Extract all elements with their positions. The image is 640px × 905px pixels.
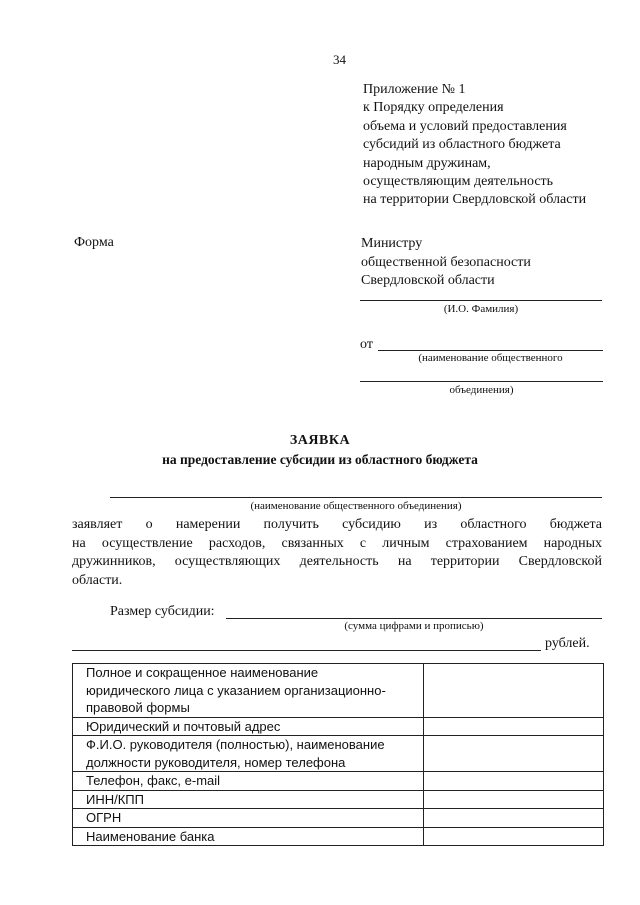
row-value-cell[interactable]	[424, 790, 604, 809]
row-label-line: юридического лица с указанием организационно-	[86, 682, 386, 698]
document-subtitle: на предоставление субсидии из областного бюджета	[162, 452, 478, 467]
row-value-cell[interactable]	[424, 772, 604, 791]
org-name-field-caption: (наименование общественного объединения)	[250, 500, 462, 512]
document-title: ЗАЯВКА	[289, 433, 351, 448]
body-line: на осуществление расходов, связанных с личным страхованием народных	[72, 535, 602, 551]
appendix-line: субсидий из областного бюджета	[363, 137, 561, 153]
org-name-line-2[interactable]	[360, 381, 603, 382]
application-body	[72, 516, 602, 590]
row-label	[73, 827, 424, 846]
row-value-cell[interactable]	[424, 717, 604, 736]
appendix-line: Приложение № 1	[363, 82, 466, 97]
form-label: Форма	[74, 235, 114, 250]
row-label-line: правовой формы	[86, 700, 190, 715]
row-label	[73, 717, 424, 736]
table-row	[73, 827, 604, 846]
table-row	[73, 664, 604, 718]
appendix-line: народным дружинам,	[363, 155, 491, 171]
appendix-line: объема и условий предоставления	[363, 118, 567, 134]
appendix-header	[363, 81, 586, 210]
row-label	[73, 809, 424, 828]
minister-name-caption: (И.О. Фамилия)	[443, 303, 519, 315]
row-label	[73, 664, 424, 718]
org-name-line-1[interactable]	[378, 350, 603, 351]
addressee-line: Министру	[361, 236, 423, 251]
row-value-cell[interactable]	[424, 827, 604, 846]
from-label: от	[360, 337, 373, 352]
subsidy-size-label: Размер субсидии:	[110, 604, 215, 619]
table-row	[73, 736, 604, 772]
row-label	[73, 790, 424, 809]
body-line: заявляет о намерении получить субсидию из областного бюджета	[72, 517, 602, 532]
row-label-line: Полное и сокращенное наименование	[86, 665, 319, 680]
table-row	[73, 790, 604, 809]
row-value-cell[interactable]	[424, 736, 604, 772]
minister-name-line[interactable]	[360, 300, 602, 301]
row-label-line: Наименование банка	[86, 828, 215, 844]
row-label-line: должности руководителя, номер телефона	[86, 754, 346, 770]
subsidy-amount-caption: (сумма цифрами и прописью)	[344, 620, 484, 632]
org-caption-2: объединения)	[449, 384, 514, 396]
page-number: 34	[333, 52, 346, 67]
body-line: дружинников, осуществляющих деятельность на территории Свердловской	[72, 554, 602, 569]
row-value-cell[interactable]	[424, 664, 604, 718]
subsidy-amount-words-line[interactable]	[72, 650, 541, 651]
row-label	[73, 772, 424, 791]
row-label-line: Юридический и почтовый адрес	[86, 718, 281, 734]
addressee-line: общественной безопасности	[361, 254, 531, 270]
row-label-line: Ф.И.О. руководителя (полностью), наименование	[86, 737, 385, 752]
row-label-line: ОГРН	[86, 810, 122, 825]
addressee-block	[361, 235, 531, 291]
subsidy-amount-line[interactable]	[226, 618, 602, 619]
row-label-line: Телефон, факс, e-mail	[86, 773, 221, 788]
currency-label: рублей.	[545, 636, 590, 651]
appendix-line: к Порядку определения	[363, 100, 504, 116]
org-name-field-line[interactable]	[110, 497, 602, 498]
body-line: области.	[72, 572, 123, 588]
applicant-info-table	[72, 663, 604, 846]
table-row	[73, 717, 604, 736]
org-caption-1: (наименование общественного	[418, 352, 563, 364]
appendix-line: осуществляющим деятельность	[363, 174, 554, 190]
row-label	[73, 736, 424, 772]
appendix-line: на территории Свердловской области	[363, 192, 587, 208]
row-label-line: ИНН/КПП	[86, 791, 144, 807]
row-value-cell[interactable]	[424, 809, 604, 828]
addressee-line: Свердловской области	[361, 273, 495, 288]
table-row	[73, 809, 604, 828]
table-row	[73, 772, 604, 791]
